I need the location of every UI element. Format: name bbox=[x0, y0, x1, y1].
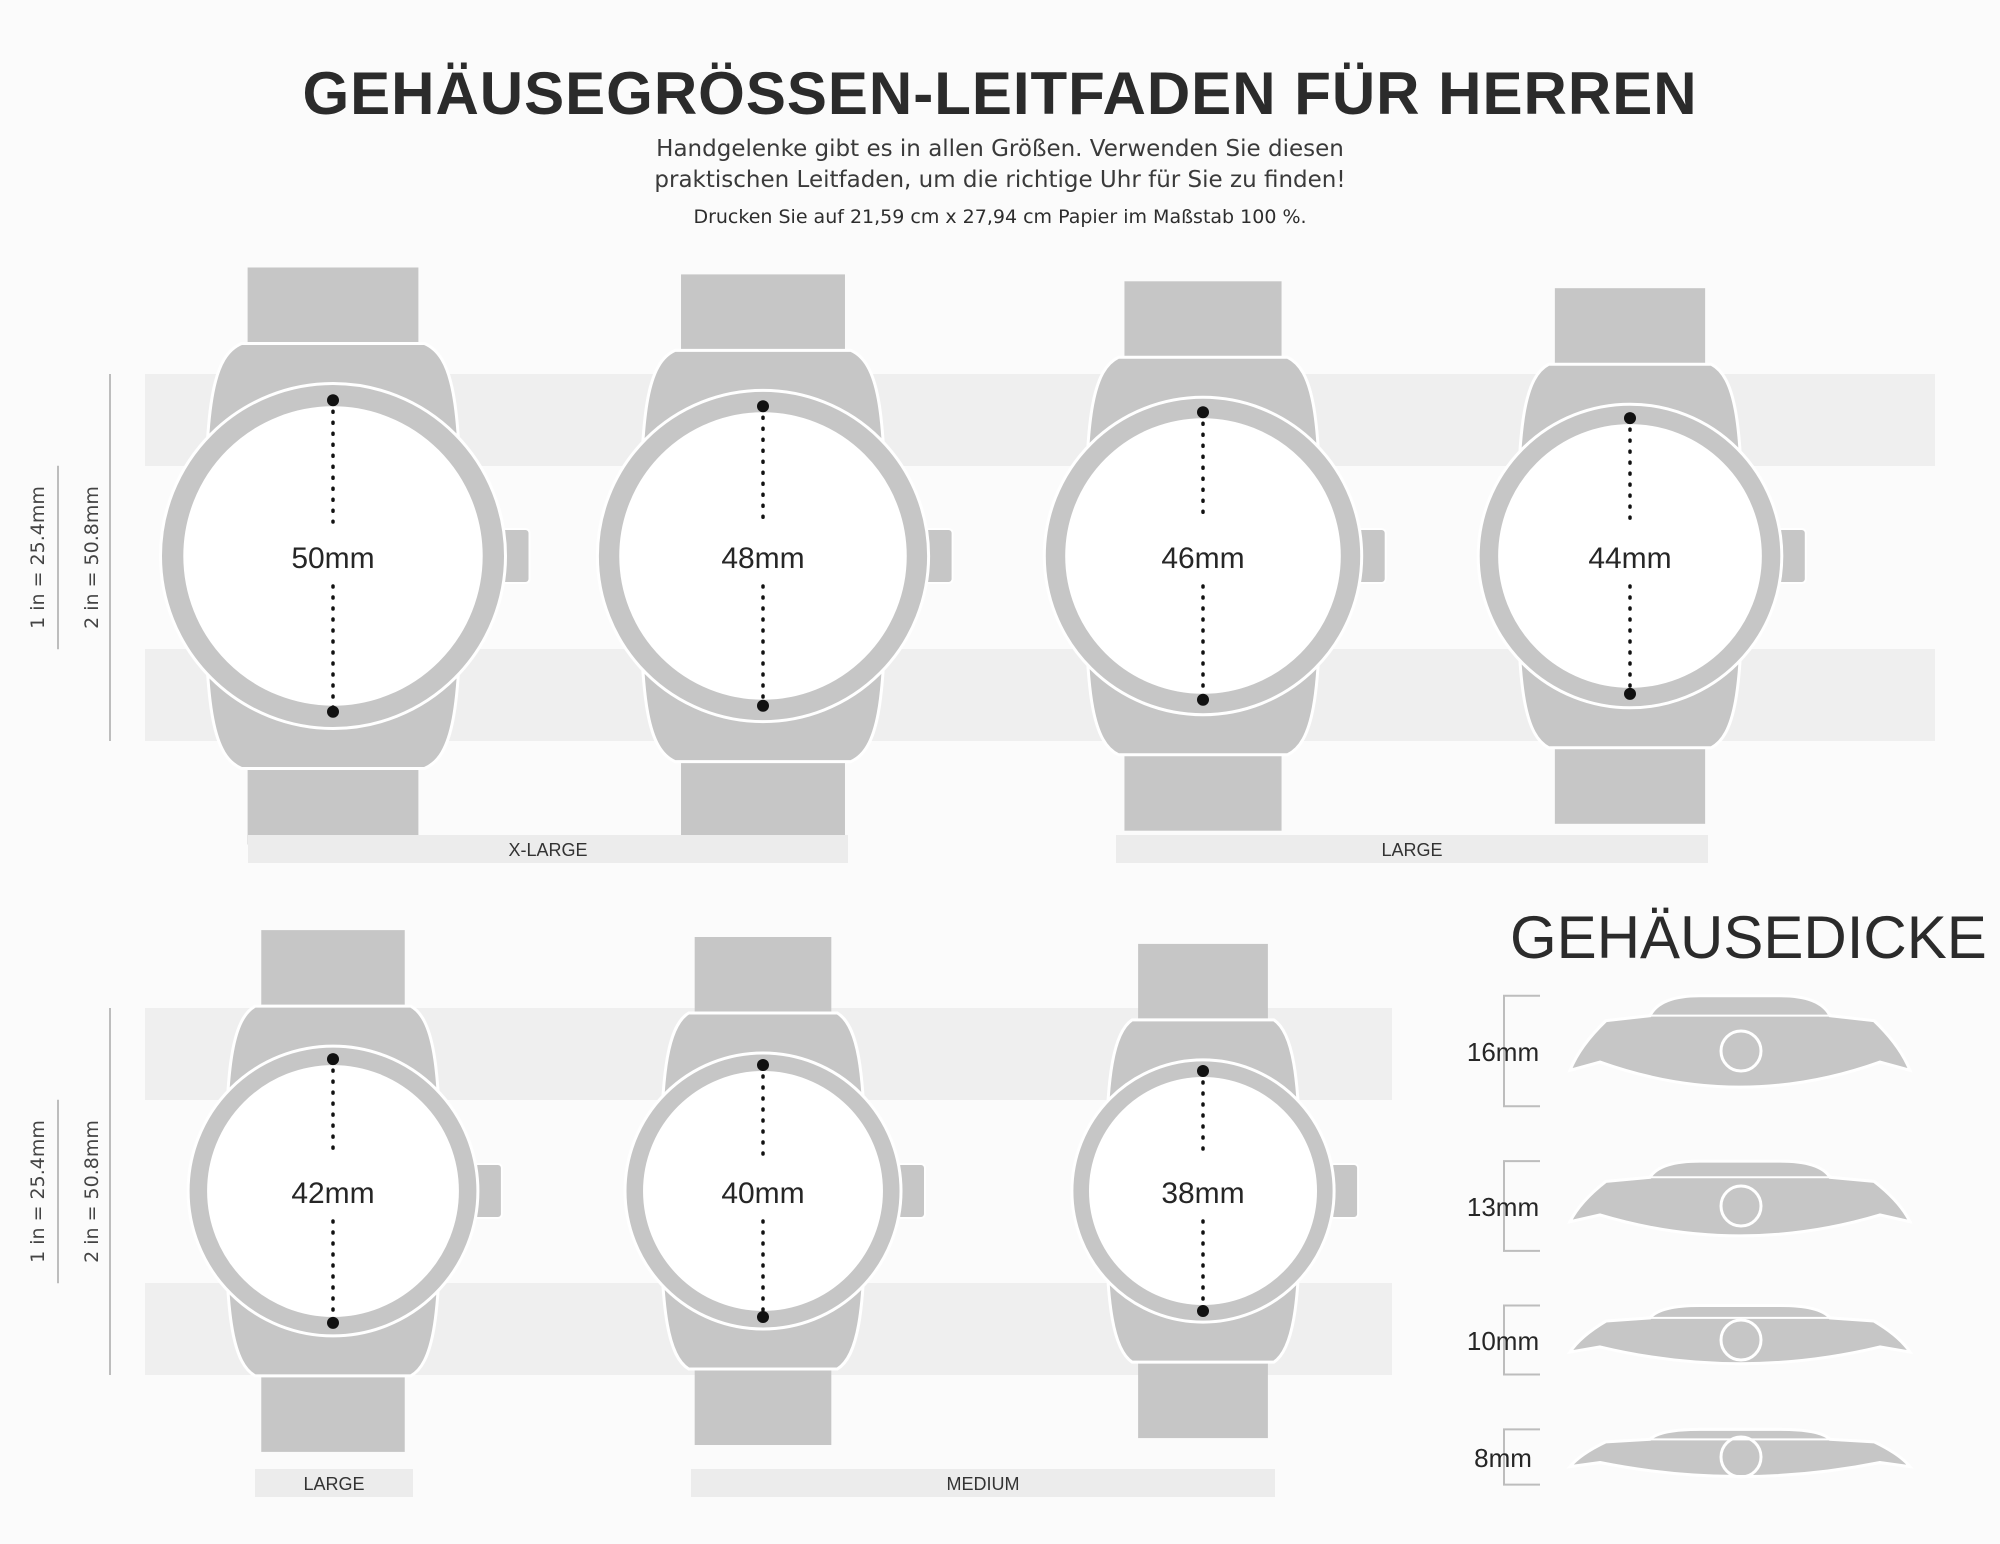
thickness-16mm bbox=[1467, 996, 1910, 1106]
case-profile bbox=[1570, 996, 1910, 1087]
case-size-label: 50mm bbox=[291, 542, 375, 575]
category-label: X-LARGE bbox=[508, 840, 588, 860]
category-label: LARGE bbox=[1381, 840, 1443, 860]
thickness-label: 10mm bbox=[1466, 1326, 1540, 1356]
subtitle-line-1: Handgelenke gibt es in allen Größen. Verwenden Sie diesen bbox=[656, 136, 1344, 162]
thickness-title: GEHÄUSEDICKE bbox=[1510, 904, 1987, 971]
page-title: GEHÄUSEGRÖSSEN-LEITFADEN FÜR HERREN bbox=[302, 60, 1698, 127]
scale-label-2in: 2 in = 50.8mm bbox=[81, 486, 103, 629]
print-note: Drucken Sie auf 21,59 cm x 27,94 cm Papier im Maßstab 100 %. bbox=[693, 206, 1307, 228]
case-size-label: 42mm bbox=[291, 1177, 375, 1210]
scale-label-1in: 1 in = 25.4mm bbox=[27, 1120, 49, 1263]
scale-label-1in: 1 in = 25.4mm bbox=[27, 486, 49, 629]
watch-48mm bbox=[597, 274, 952, 837]
diameter-dot-bottom bbox=[327, 1317, 339, 1329]
category-label: LARGE bbox=[303, 1474, 365, 1494]
diameter-dot-bottom bbox=[1197, 694, 1209, 706]
subtitle-line-2: praktischen Leitfaden, um die richtige Uhr für Sie zu finden! bbox=[654, 167, 1346, 193]
scale-indicator bbox=[27, 374, 110, 741]
diameter-dot-top bbox=[757, 1059, 769, 1071]
category-bar bbox=[248, 835, 848, 863]
diameter-dot-top bbox=[1624, 412, 1636, 424]
case-size-label: 40mm bbox=[721, 1177, 805, 1210]
thickness-label: 8mm bbox=[1474, 1443, 1532, 1473]
diameter-dot-top bbox=[327, 394, 339, 406]
watch-46mm bbox=[1044, 281, 1385, 830]
thickness-label: 16mm bbox=[1466, 1037, 1540, 1067]
diameter-dot-bottom bbox=[1197, 1305, 1209, 1317]
case-size-label: 44mm bbox=[1588, 542, 1672, 575]
diameter-dot-top bbox=[757, 400, 769, 412]
watch-44mm bbox=[1478, 288, 1806, 824]
scale-label-2in: 2 in = 50.8mm bbox=[81, 1120, 103, 1263]
watch-50mm bbox=[161, 268, 530, 845]
thickness-10mm bbox=[1467, 1306, 1910, 1375]
scale-indicator bbox=[27, 1008, 110, 1375]
diameter-dot-top bbox=[1197, 406, 1209, 418]
thickness-8mm bbox=[1474, 1429, 1910, 1484]
diameter-dot-top bbox=[1197, 1065, 1209, 1077]
diameter-dot-top bbox=[327, 1053, 339, 1065]
diameter-dot-bottom bbox=[327, 706, 339, 718]
case-size-label: 46mm bbox=[1161, 542, 1245, 575]
category-bar bbox=[691, 1469, 1275, 1497]
category-bar bbox=[255, 1469, 413, 1497]
diameter-dot-bottom bbox=[757, 1311, 769, 1323]
category-bar bbox=[1116, 835, 1708, 863]
thickness-13mm bbox=[1467, 1161, 1910, 1251]
case-profile bbox=[1570, 1306, 1910, 1364]
diameter-dot-bottom bbox=[1624, 688, 1636, 700]
diameter-dot-bottom bbox=[757, 700, 769, 712]
category-label: MEDIUM bbox=[946, 1474, 1020, 1494]
thickness-label: 13mm bbox=[1466, 1192, 1540, 1222]
case-size-label: 48mm bbox=[721, 542, 805, 575]
case-size-label: 38mm bbox=[1161, 1177, 1245, 1210]
